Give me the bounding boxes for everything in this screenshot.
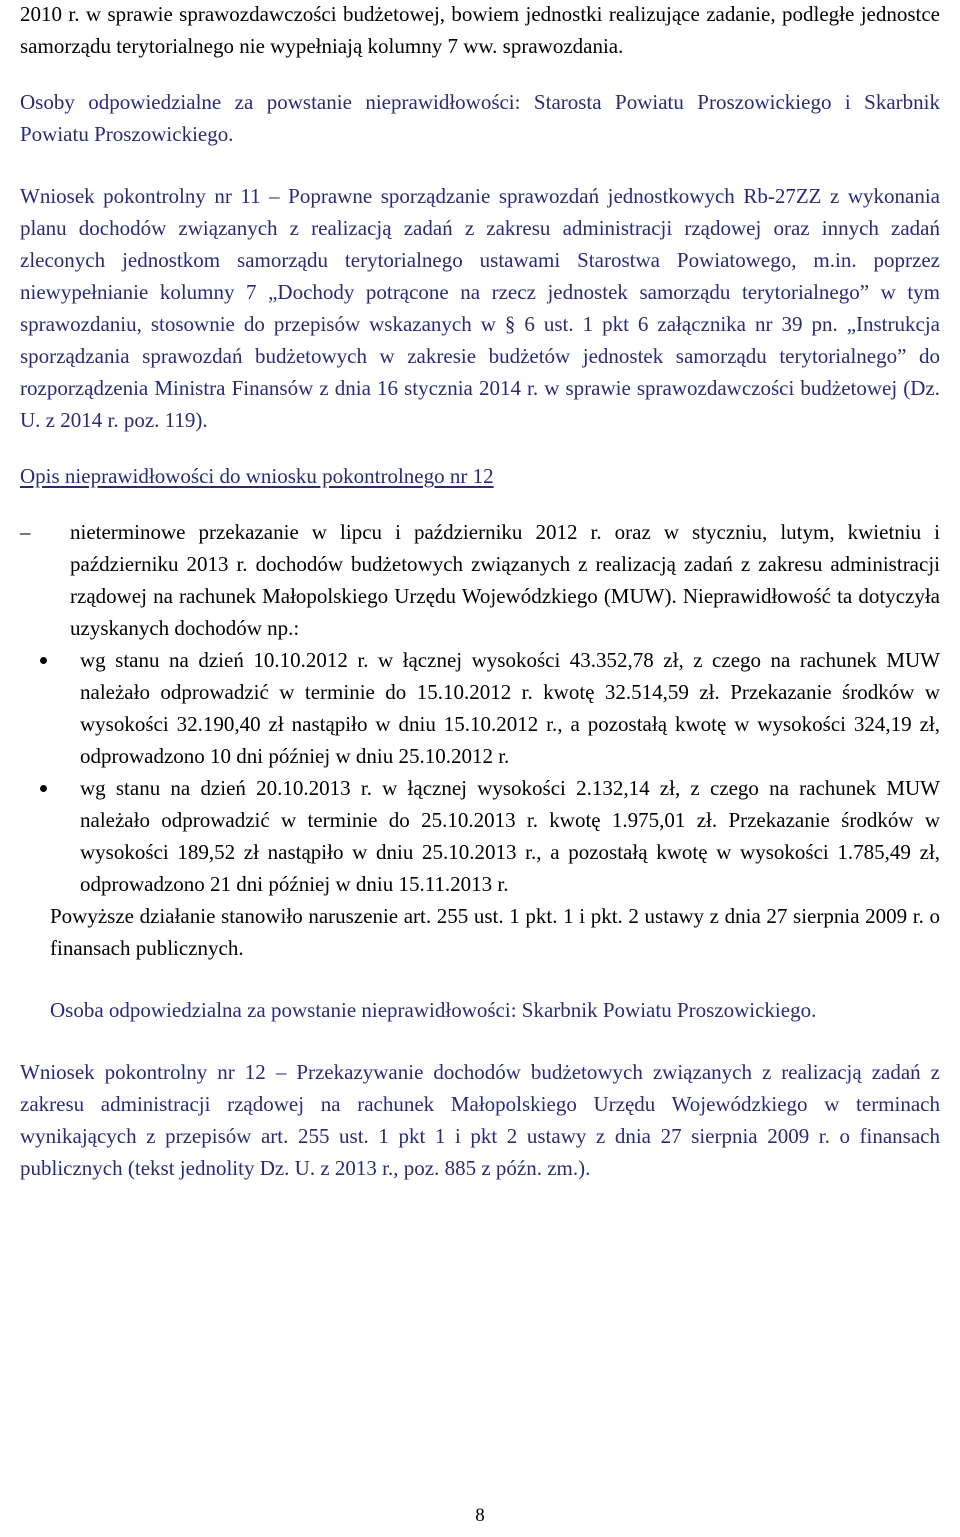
bullet-dot-icon: [40, 785, 47, 792]
irregularity-description: [40, 516, 940, 644]
list-item-text: wg stanu na dzień 20.10.2013 r. w łącznej wysokości 2.132,14 zł, z czego na rachunek MUW należało odprowadzić w terminie do 25.10.2013 r. kwotę 1.975,01 zł. Przekazanie środków w wysokości 189,52 zł nastąpiło w dniu 25.10.2013 r., a pozostałą kwotę w wysokości 1.785,49 zł, odprowadzono 21 dni później w dniu 15.11.2013 r.: [80, 776, 940, 896]
responsible-persons-value: : Starosta Powiatu Proszowickiego i Skarbnik Powiatu Proszowickiego.: [20, 90, 940, 146]
responsible-person-label: Osoba odpowiedzialna za powstanie nieprawidłowości: [50, 998, 511, 1022]
recommendation-11-paragraph: [20, 180, 940, 436]
responsible-persons-paragraph: [20, 86, 940, 150]
list-item: [20, 644, 940, 772]
section-heading-paragraph: [20, 460, 940, 492]
bullet-dot-icon: [40, 657, 47, 664]
irregularity-item: [20, 516, 940, 644]
responsible-person-value: : Skarbnik Powiatu Proszowickiego.: [510, 998, 817, 1022]
list-item-text: wg stanu na dzień 10.10.2012 r. w łącznej wysokości 43.352,78 zł, z czego na rachunek MUW należało odprowadzić w terminie do 15.10.2012 r. kwotę 32.514,59 zł. Przekazanie środków w wysokości 32.190,40 zł nastąpiło w dniu 15.10.2012 r., a pozostałą kwotę w wysokości 324,19 zł, odprowadzono 10 dni później w dniu 25.10.2012 r.: [80, 648, 940, 768]
recommendation-11-label: Wniosek pokontrolny nr 11: [20, 184, 261, 208]
section-heading: Opis nieprawidłowości do wniosku pokontrolnego nr 12: [20, 464, 494, 488]
violation-note-paragraph: [20, 900, 940, 964]
irregularity-text: nieterminowe przekazanie w lipcu i październiku 2012 r. oraz w styczniu, lutym, kwietniu i październiku 2013 r. dochodów budżetowych związanych z realizacją zadań z zakresu administracji rządowej na rachunek Małopolskiego Urzędu Wojewódzkiego (MUW). Nieprawidłowość ta dotyczyła uzyskanych dochodów np.:: [70, 520, 940, 640]
responsible-persons-label: Osoby odpowiedzialne za powstanie nieprawidłowości: [20, 90, 515, 114]
recommendation-12-paragraph: [20, 1056, 940, 1184]
document-page: [20, 0, 940, 1184]
recommendation-11-text: – Poprawne sporządzanie sprawozdań jednostkowych Rb-27ZZ z wykonania planu dochodów związanych z realizacją zadań z zakresu administracji rządowej oraz innych zadań zleconych jednostkom samorządu terytorialnego ustawami Starostwa Powiatowego, m.in. poprzez niewypełnianie kolumny 7 „Dochody potrącone na rzecz jednostek samorządu terytorialnego” w tym sprawozdaniu, stosownie do przepisów wskazanych w § 6 ust. 1 pkt 6 załącznika nr 39 pn. „Instrukcja sporządzania sprawozdań budżetowych w zakresie budżetów jednostek samorządu terytorialnego” do rozporządzenia Ministra Finansów z dnia 16 stycznia 2014 r. w sprawie sprawozdawczości budżetowej (Dz. U. z 2014 r. poz. 119).: [20, 184, 940, 432]
dash-marker: –: [20, 520, 31, 544]
recommendation-12-label: Wniosek pokontrolny nr 12: [20, 1060, 266, 1084]
list-item: [20, 772, 940, 900]
continuation-text: 2010 r. w sprawie sprawozdawczości budżetowej, bowiem jednostki realizujące zadanie, podległe jednostce samorządu terytorialnego nie wypełniają kolumny 7 ww. sprawozdania.: [20, 2, 940, 58]
continuation-paragraph: [20, 0, 940, 62]
responsible-person-paragraph: [20, 994, 940, 1026]
recommendation-12-text: – Przekazywanie dochodów budżetowych związanych z realizacją zadań z zakresu administracji rządowej na rachunek Małopolskiego Urzędu Wojewódzkiego w terminach wynikających z przepisów art. 255 ust. 1 pkt 1 i pkt 2 ustawy z dnia 27 sierpnia 2009 r. o finansach publicznych (tekst jednolity Dz. U. z 2013 r., poz. 885 z późn. zm.).: [20, 1060, 940, 1180]
violation-note-text: Powyższe działanie stanowiło naruszenie art. 255 ust. 1 pkt. 1 i pkt. 2 ustawy z dnia 27 sierpnia 2009 r. o finansach publicznych.: [50, 904, 940, 960]
page-number: 8: [475, 1505, 485, 1526]
example-list: [20, 644, 940, 900]
